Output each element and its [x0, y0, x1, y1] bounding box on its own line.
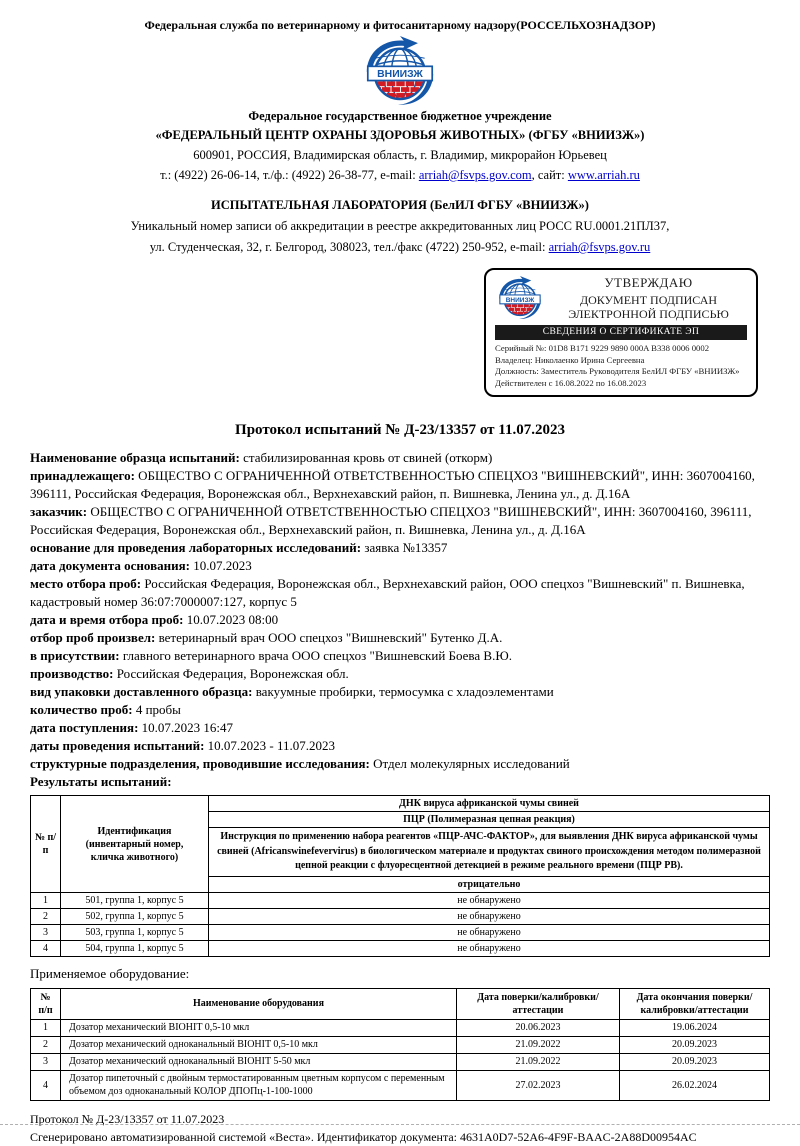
field-row: [30, 611, 770, 629]
agency-title: Федеральная служба по ветеринарному и фитосанитарному надзору(РОССЕЛЬХОЗНАДЗОР): [144, 18, 656, 32]
field-label: место отбора проб:: [30, 576, 142, 592]
result-row: [31, 892, 770, 908]
protocol-title: Протокол испытаний № Д-23/13357 от 11.07.2023: [235, 422, 565, 439]
field-row: [30, 701, 770, 719]
field-label: производство:: [30, 666, 114, 682]
result-row: [31, 908, 770, 924]
field-row: [30, 629, 770, 647]
results-norm-header: отрицательно: [209, 876, 770, 892]
equipment-num-cell: 4: [31, 1070, 61, 1100]
result-ident-cell: 501, группа 1, корпус 5: [61, 892, 209, 908]
lab-name: ИСПЫТАТЕЛЬНАЯ ЛАБОРАТОРИЯ (БелИЛ ФГБУ «ВНИИЗЖ»): [211, 198, 589, 212]
equipment-row: [31, 1019, 770, 1036]
equipment-header-row: [31, 988, 770, 1019]
website-link[interactable]: www.arriah.ru: [567, 168, 640, 182]
equipment-rows: [31, 1019, 770, 1100]
vniizh-globe-logo-icon: [359, 36, 441, 108]
equipment-table: [30, 988, 770, 1101]
results-col-num-header: № п/п: [31, 796, 61, 893]
result-value-cell: не обнаружено: [209, 892, 770, 908]
field-row: [30, 719, 770, 737]
results-rows: [31, 892, 770, 956]
institution-type: Федеральное государственное бюджетное учреждение: [248, 109, 552, 123]
result-ident-cell: 504, группа 1, корпус 5: [61, 940, 209, 956]
field-row: [30, 737, 770, 755]
field-label: в присутствии:: [30, 648, 120, 664]
result-value-cell: не обнаружено: [209, 908, 770, 924]
results-table: [30, 795, 770, 957]
signed-line-1: ДОКУМЕНТ ПОДПИСАН: [579, 293, 718, 307]
field-value: ОБЩЕСТВО С ОГРАНИЧЕННОЙ ОТВЕТСТВЕННОСТЬЮ СПЕЦХОЗ "ВИШНЕВСКИЙ", ИНН: 3607004160, 396111, Российская Федерация, Воронежская обл., Верхнехавский район, п. Вишневка, Ленина ул., д. Д.16А: [30, 504, 752, 538]
equipment-date-cell: 20.06.2023: [457, 1019, 620, 1036]
equipment-row: [31, 1053, 770, 1070]
institution-name: «ФЕДЕРАЛЬНЫЙ ЦЕНТР ОХРАНЫ ЗДОРОВЬЯ ЖИВОТНЫХ» (ФГБУ «ВНИИЗЖ»): [155, 128, 645, 142]
field-row: [30, 647, 770, 665]
institution-contacts: [0, 168, 800, 183]
results-method-header: ПЦР (Полимеразная цепная реакция): [209, 812, 770, 828]
certificate-position: Должность: Заместитель Руководителя БелИЛ ФГБУ «ВНИИЗЖ»: [495, 366, 740, 377]
equipment-date-end-cell: 19.06.2024: [620, 1019, 770, 1036]
electronic-signature-stamp: [484, 268, 758, 397]
field-label: дата документа основания:: [30, 558, 190, 574]
lab-accreditation: Уникальный номер записи об аккредитации в реестре аккредитованных лиц РОСС RU.0001.21ПЛ37,: [130, 219, 670, 233]
field-value: Отдел молекулярных исследований: [373, 756, 570, 772]
equipment-name-cell: Дозатор механический BIOHIT 0,5-10 мкл: [61, 1019, 457, 1036]
equipment-row: [31, 1036, 770, 1053]
field-label: дата и время отбора проб:: [30, 612, 184, 628]
equipment-name-cell: Дозатор пипеточный с двойным термостатированным цветным корпусом с переменным объемом доз одноканальный КОЛОР ДПОПц-1-100-1000: [61, 1070, 457, 1100]
field-value: 10.07.2023 - 11.07.2023: [207, 738, 336, 754]
field-label: даты проведения испытаний:: [30, 738, 205, 754]
equipment-row: [31, 1070, 770, 1100]
results-col-ident-header: Идентификация (инвентарный номер, кличка животного): [61, 796, 209, 893]
result-value-cell: не обнаружено: [209, 924, 770, 940]
equipment-section-label: Применяемое оборудование:: [30, 965, 190, 981]
results-test-name-header: ДНК вируса африканской чумы свиней: [209, 796, 770, 812]
result-num-cell: 2: [31, 908, 61, 924]
field-label: дата поступления:: [30, 720, 139, 736]
contacts-prefix: т.: (4922) 26-06-14, т./ф.: (4922) 26-38-77, e-mail:: [160, 168, 419, 182]
stamp-vniizh-logo-icon: [495, 276, 545, 321]
field-row: [30, 449, 770, 467]
stamp-head-text: [550, 275, 747, 321]
field-value: Российская Федерация, Воронежская обл., Верхнехавский район, ООО спецхоз "Вишневский" п. Вишневка, кадастровый номер 36:07:7000007:127, корпус 5: [30, 576, 745, 610]
equipment-col-name-header: Наименование оборудования: [61, 988, 457, 1019]
field-value: заявка №13357: [364, 540, 448, 556]
field-value: Российская Федерация, Воронежская обл.: [116, 666, 349, 682]
result-num-cell: 3: [31, 924, 61, 940]
field-value: 10.07.2023 08:00: [186, 612, 279, 628]
stamp-header: [495, 275, 747, 321]
field-row: [30, 665, 770, 683]
equipment-col-date-end-header: Дата окончания поверки/калибровки/аттестации: [620, 988, 770, 1019]
equipment-num-cell: 2: [31, 1036, 61, 1053]
contacts-mid: , сайт:: [531, 168, 568, 182]
field-label: отбор проб произвел:: [30, 630, 156, 646]
signed-line-2: ЭЛЕКТРОННОЙ ПОДПИСЬЮ: [568, 307, 729, 322]
stamp-area: [0, 268, 800, 397]
field-label: принадлежащего:: [30, 468, 135, 484]
field-row: [30, 755, 770, 773]
lab-address: [0, 240, 800, 255]
field-row: [30, 539, 770, 557]
result-value-cell: не обнаружено: [209, 940, 770, 956]
field-value: 10.07.2023 16:47: [141, 720, 234, 736]
field-label: вид упаковки доставленного образца:: [30, 684, 253, 700]
field-value: вакуумные пробирки, термосумка с хладоэлементами: [255, 684, 554, 700]
result-ident-cell: 502, группа 1, корпус 5: [61, 908, 209, 924]
equipment-date-cell: 21.09.2022: [457, 1053, 620, 1070]
field-value: стабилизированная кровь от свиней (откорм): [243, 450, 493, 466]
field-label: основание для проведения лабораторных исследований:: [30, 540, 362, 556]
certificate-serial: Серийный №: 01D8 B171 9229 9890 000A B338 0006 0002: [495, 343, 710, 354]
lab-address-prefix: ул. Студенческая, 32, г. Белгород, 308023, тел./факс (4722) 250-952, e-mail:: [149, 240, 549, 254]
equipment-date-end-cell: 20.09.2023: [620, 1053, 770, 1070]
result-ident-cell: 503, группа 1, корпус 5: [61, 924, 209, 940]
equipment-col-date-header: Дата поверки/калибровки/аттестации: [457, 988, 620, 1019]
footer-generated-by: Сгенерировано автоматизированной системой «Веста». Идентификатор документа: 4631A0D7-52A6-4F9F-BAAC-2A88D00954AC: [30, 1129, 697, 1144]
equipment-date-cell: 21.09.2022: [457, 1036, 620, 1053]
equipment-col-num-header: № п/п: [31, 988, 61, 1019]
results-section-label: Результаты испытаний:: [30, 774, 172, 790]
field-label: заказчик:: [30, 504, 88, 520]
results-instruction-header: Инструкция по применению набора реагентов «ПЦР-АЧС-ФАКТОР», для выявления ДНК вируса африканской чумы свиней (Africanswinefevervirus) в биологическом материале и продуктах свиного происхождения методом полимеразной цепной реакции с флуоресцентной детекцией в режиме реального времени (ПЦР РВ).: [209, 828, 770, 877]
field-value: ветеринарный врач ООО спецхоз "Вишневский" Бутенко Д.А.: [158, 630, 503, 646]
field-value: 4 пробы: [135, 702, 181, 718]
field-value: ОБЩЕСТВО С ОГРАНИЧЕННОЙ ОТВЕТСТВЕННОСТЬЮ СПЕЦХОЗ "ВИШНЕВСКИЙ", ИНН: 3607004160, 396111, Российская Федерация, Воронежская обл., Верхнехавский район, п. Вишневка, Ленина ул., д. Д.16А: [30, 468, 755, 502]
equipment-name-cell: Дозатор механический одноканальный BIOHIT 0,5-10 мкл: [61, 1036, 457, 1053]
institution-address: 600901, РОССИЯ, Владимирская область, г. Владимир, микрорайон Юрьевец: [193, 148, 607, 162]
email-link-vladimir[interactable]: arriah@fsvps.gov.com: [418, 168, 532, 182]
protocol-fields: [0, 439, 800, 773]
field-row: [30, 575, 770, 611]
result-num-cell: 1: [31, 892, 61, 908]
equipment-name-cell: Дозатор механический одноканальный BIOHIT 5-50 мкл: [61, 1053, 457, 1070]
equipment-num-cell: 3: [31, 1053, 61, 1070]
field-label: Наименование образца испытаний:: [30, 450, 240, 466]
field-label: структурные подразделения, проводившие исследования:: [30, 756, 370, 772]
certificate-validity: Действителен с 16.08.2022 по 16.08.2023: [495, 377, 647, 388]
certificate-owner: Владелец: Николаенко Ирина Сергеевна: [495, 354, 645, 365]
certificate-bar: СВЕДЕНИЯ О СЕРТИФИКАТЕ ЭП: [495, 325, 747, 340]
equipment-date-end-cell: 26.02.2024: [620, 1070, 770, 1100]
approve-label: УТВЕРЖДАЮ: [604, 275, 693, 290]
equipment-date-cell: 27.02.2023: [457, 1070, 620, 1100]
result-row: [31, 924, 770, 940]
field-row: [30, 467, 770, 503]
equipment-date-end-cell: 20.09.2023: [620, 1036, 770, 1053]
equipment-num-cell: 1: [31, 1019, 61, 1036]
field-value: 10.07.2023: [193, 558, 252, 574]
field-value: главного ветеринарного врача ООО спецхоз "Вишневский Боева В.Ю.: [122, 648, 512, 664]
field-label: количество проб:: [30, 702, 133, 718]
letterhead: [0, 0, 800, 255]
field-row: [30, 503, 770, 539]
result-row: [31, 940, 770, 956]
field-row: [30, 557, 770, 575]
email-link-belgorod[interactable]: arriah@fsvps.gov.ru: [548, 240, 651, 254]
footer-protocol-number: Протокол № Д-23/13357 от 11.07.2023: [30, 1111, 225, 1126]
result-num-cell: 4: [31, 940, 61, 956]
page-cut-line: [0, 1124, 800, 1125]
field-row: [30, 683, 770, 701]
results-header-row-1: [31, 796, 770, 812]
